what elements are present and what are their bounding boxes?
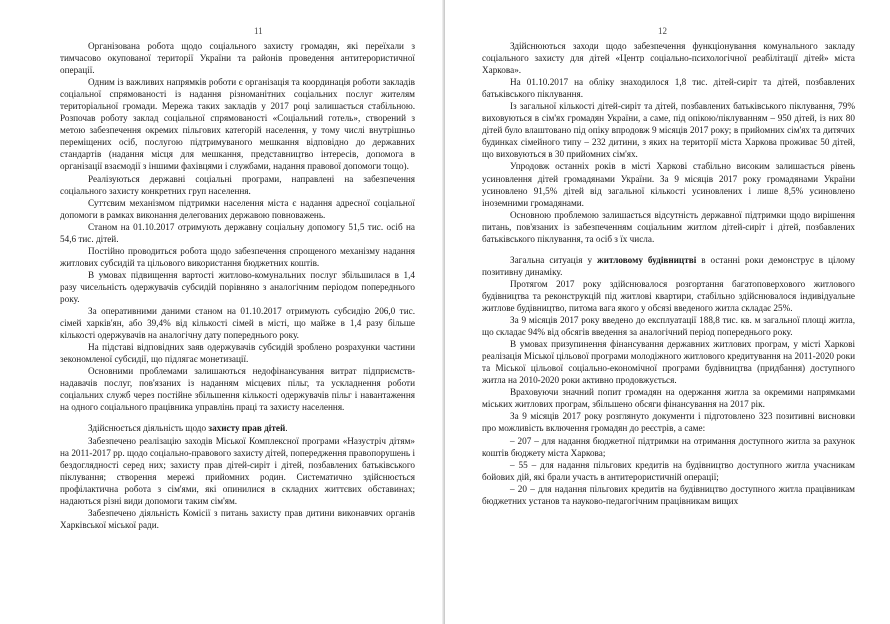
paragraph: Забезпечено реалізацію заходів Міської Комплексної програми «Назустріч дітям» на 2011-2017 рр. щодо соціально-правового захисту дітей, попередження правопорушень і бездоглядності серед них; захисту прав дітей-сиріт і дітей, позбавлених батьківського піклування; створення мережі прийомних родин. Систематично здійснюється профілактична робота з сім'ями, які опинилися в складних життєвих обставинах; надаються різні види допомоги таким сім'ям. bbox=[60, 435, 415, 506]
paragraph: За 9 місяців 2017 року введено до експлуатації 188,8 тис. кв. м загальної площі житла, що складає 94% від обсягів введення за аналогічний період попереднього року. bbox=[482, 315, 855, 338]
section-heading-bold: захисту прав дітей bbox=[208, 423, 286, 434]
paragraph: В умовах підвищення вартості житлово-комунальних послуг збільшилася в 1,4 разу чисельність одержувачів субсидій порівняно з аналогічним періодом попереднього року. bbox=[60, 269, 415, 304]
paragraph: Реалізуються державні соціальні програми, направлені на забезпечення соціального захисту конкретних груп населення. bbox=[60, 173, 415, 196]
section-heading-bold: житловому будівництві bbox=[597, 254, 697, 265]
paragraph: Протягом 2017 року здійснювалося розгортання багатоповерхового житлового будівництва та реконструкцій під житлові квартири, стабільно здійснювалося індивідуальне житлове будівництво, питома вага якого у обсязі введеного житла складає 25%. bbox=[482, 278, 855, 313]
section-heading bbox=[482, 254, 855, 278]
paragraph: Забезпечено діяльність Комісії з питань захисту прав дитини виконавчих органів Харківської міської ради. bbox=[60, 507, 415, 530]
page-body bbox=[60, 40, 415, 531]
paragraph: Основними проблемами залишаються недофінансування витрат підприємств-надавачів послуг, пов'язаних із наданням місцевих пільг, та ускладнення роботи соціальних служб через постійне збільшення кількості одержувачів пільг і навантаження на одного соціального працівника управлінь праці та захисту населення. bbox=[60, 366, 415, 413]
list-item: – 20 – для надання пільгових кредитів на будівництво доступного житла працівникам бюджетних установ та науково-педагогічним працівникам вищих bbox=[482, 483, 855, 506]
paragraph: Основною проблемою залишається відсутність державної підтримки щодо вирішення питань, пов'язаних із забезпеченням соціальним житлом дітей-сиріт і дітей, позбавлених батьківського піклування, та осіб з їх числа. bbox=[482, 209, 855, 244]
section-heading bbox=[60, 422, 415, 434]
paragraph: Враховуючи значний попит громадян на одержання житла за окремими напрямками міських житлових програм, збільшено обсяги фінансування на 2017 рік. bbox=[482, 387, 855, 410]
paragraph: Із загальної кількості дітей-сиріт та дітей, позбавлених батьківського піклування, 79% виховуються в сім'ях громадян України, а саме, під опікою/піклуванням – 950 дітей, із них 80 дітей було влаштовано під опіку впродовж 9 місяців 2017 року; в прийомних сім'ях та дитячих будинках сімейного типу – 232 дитини, з яких на території міста Харкова проживає 50 дітей, що виховуються в 30 прийомних сім'ях. bbox=[482, 101, 855, 160]
section-heading-end: . bbox=[285, 423, 288, 434]
paragraph: На підставі відповідних заяв одержувачів субсидій зроблено розрахунки частини зекономленої субсидії, що підлягає монетизації. bbox=[60, 342, 415, 365]
paragraph: Організована робота щодо соціального захисту громадян, які переїхали з тимчасово окупованої території України та районів проведення антитерористичної операції. bbox=[60, 41, 415, 76]
page-body bbox=[482, 40, 855, 507]
page-number: 11 bbox=[254, 26, 263, 36]
paragraph: В умовах призупинення фінансування державних житлових програм, у місті Харкові реалізація Міської цільової програми молодіжного житлового кредитування на 2011-2020 роки та Міської цільової соціально-економічної програми будівництва (придбання) доступного житла на 2010-2020 роки активно продовжується. bbox=[482, 339, 855, 386]
paragraph: На 01.10.2017 на обліку знаходилося 1,8 тис. дітей-сиріт та дітей, позбавлених батьківського піклування. bbox=[482, 77, 855, 100]
paragraph: Суттєвим механізмом підтримки населення міста є надання адресної соціальної допомоги в рамках виконання делегованих державою повноважень. bbox=[60, 197, 415, 220]
list-item: – 207 – для надання бюджетної підтримки на отримання доступного житла за рахунок коштів бюджету міста Харкова; bbox=[482, 435, 855, 458]
paragraph: Станом на 01.10.2017 отримують державну соціальну допомогу 51,5 тис. осіб на 54,6 тис. дітей. bbox=[60, 221, 415, 244]
paragraph: За оперативними даними станом на 01.10.2017 отримують субсидію 206,0 тис. сімей харків'ян, або 39,4% від кількості сімей в місті, що майже в 1,4 разу більше кількості одержувачів на аналогічну дату попереднього року. bbox=[60, 306, 415, 341]
paragraph: Упродовж останніх років в місті Харкові стабільно високим залишається рівень усиновлення дітей громадянами України. За 9 місяців 2017 року громадянами України усиновлено 91,5% дітей від загальної кількості усиновлених і лише 8,5% усиновлено іноземними громадянами. bbox=[482, 161, 855, 208]
section-heading-intro: Загальна ситуація у bbox=[510, 254, 598, 265]
list-item: – 55 – для надання пільгових кредитів на будівництво доступного житла учасникам бойових дій, які брали участь в антитерористичній операції; bbox=[482, 459, 855, 482]
right-page bbox=[445, 0, 890, 624]
paragraph: Здійснюються заходи щодо забезпечення функціонування комунального закладу соціального захисту для дітей «Центр соціально-психологічної реабілітації дітей» міста Харкова». bbox=[482, 41, 855, 76]
section-heading-end: в останні роки демонструє в цілому позитивну динаміку. bbox=[482, 254, 855, 277]
section-heading-intro: Здійснюється діяльність щодо bbox=[88, 423, 209, 434]
page-number: 12 bbox=[658, 26, 667, 36]
paragraph: За 9 місяців 2017 року розглянуто документи і підготовлено 323 позитивні висновки про можливість включення громадян до реєстрів, а саме: bbox=[482, 411, 855, 434]
paragraph: Одним із важливих напрямків роботи є організація та координація роботи закладів соціальної спрямованості із надання різноманітних соціальних послуг жителям територіальної громади. Мережа таких закладів у 2017 році залишається стабільною. Розпочав роботу заклад соціальної спрямованості «Соціальний готель», створений з метою забезпечення окремих пільгових категорій населення, у тому числі внутрішньо переміщених осіб, послугою підтримуваного мешкання відповідно до державних стандартів (надання місця для мешкання, представництво інтересів, допомога в організації взаємодії з іншими фахівцями і службами, надання правової допомоги тощо). bbox=[60, 77, 415, 172]
paragraph: Постійно проводиться робота щодо забезпечення спрощеного механізму надання житлових субсидій та цільового використання бюджетних коштів. bbox=[60, 245, 415, 268]
